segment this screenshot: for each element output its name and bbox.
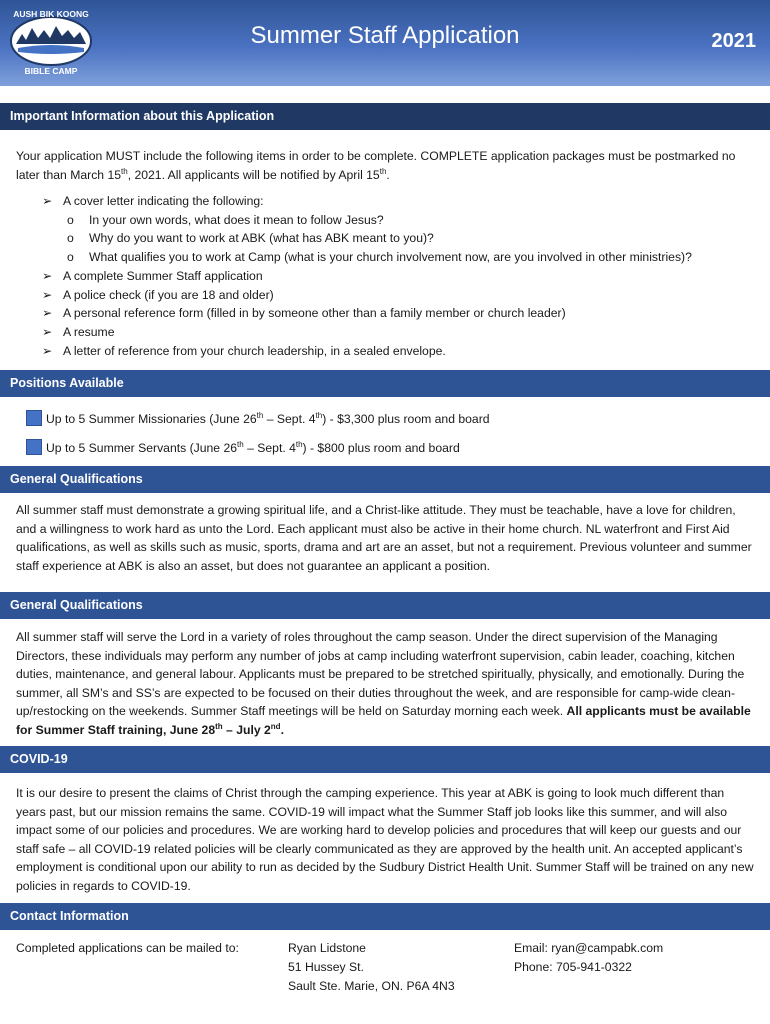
contact-street: 51 Hussey St. (288, 960, 364, 974)
contact-city: Sault Ste. Marie, ON. P6A 4N3 (288, 979, 455, 993)
list-item: ➢ A personal reference form (filled in by someone other than a family member or church leader) (42, 304, 762, 323)
list-item: ➢ A cover letter indicating the following: o In your own words, what does it mean to follow Jesus? o Why do you want to work at ABK (what has ABK meant to you)? o What qualifies you to work at Camp (what is your church involvement now, are you involved in other ministries)? (42, 192, 762, 267)
list-item: ➢ A resume (42, 323, 762, 342)
application-year: 2021 (711, 30, 756, 52)
list-item: o In your own words, what does it mean to follow Jesus? (42, 211, 762, 230)
important-intro: Your application MUST include the following items in order to be complete. COMPLETE application packages must be postmarked no later than March 15th, 2021. All applicants will be notified by April 15th. (16, 149, 736, 182)
circle-bullet-icon: o (67, 250, 74, 265)
cover-letter-sublist (42, 211, 762, 267)
section-header-qualifications: General Qualifications (0, 466, 770, 493)
arrow-bullet-icon: ➢ (42, 324, 53, 339)
list-item: ➢ A complete Summer Staff application (42, 267, 762, 286)
position-servants: Up to 5 Summer Servants (June 26th – Sept. 4th) - $800 plus room and board (26, 438, 460, 458)
section-header-contact: Contact Information (0, 903, 770, 930)
checkbox[interactable] (26, 410, 42, 426)
circle-bullet-icon: o (67, 231, 74, 246)
contact-email[interactable]: Email: ryan@campabk.com (514, 941, 664, 955)
qualifications-text: All summer staff must demonstrate a growing spiritual life, and a Christ-like attitude. They must be teachable, have a love for children, and a willingness to work hard as unto the Lord. Each applicant must also be active in their home church. NL waterfront and First Aid qualifications, as well as skills such as music, sports, drama and art are an asset, but not a requirement. Previous volunteer and summer staff experience at ABK is also an asset, but does not guarantee an applicant a position. (16, 503, 752, 573)
list-item: ➢ A letter of reference from your church leadership, in a sealed envelope. (42, 342, 762, 361)
svg-text:BIBLE CAMP: BIBLE CAMP (24, 66, 78, 76)
header-banner (0, 0, 770, 86)
section-header-important: Important Information about this Application (0, 103, 770, 130)
arrow-bullet-icon: ➢ (42, 287, 53, 302)
circle-bullet-icon: o (67, 212, 74, 227)
covid-text: It is our desire to present the claims of Christ through the camping experience. This year at ABK is going to look much different than years past, but our mission remains the same. COVID-19 will impact what the Summer Staff job looks like this summer, and will also impact some of our policies and procedures. We are working hard to develop policies and procedures that will keep our guests and our staff safe – all COVID-19 related policies will be clearly communicated as they are approved by the health unit. An accepted applicant’s employment is conditional upon our ability to run as decided by the Sudbury District Health Unit. Summer Staff will be trained on any new policies in regards to COVID-19. (16, 786, 754, 893)
section-header-qualifications-duties: General Qualifications (0, 592, 770, 619)
training-requirement: All applicants must be available for Summer Staff training, June 28th – July 2nd. (16, 704, 751, 737)
requirements-list (42, 192, 762, 360)
page-title: Summer Staff Application (250, 22, 520, 49)
list-item: ➢ A police check (if you are 18 and older) (42, 286, 762, 305)
position-missionaries: Up to 5 Summer Missionaries (June 26th – Sept. 4th) - $3,300 plus room and board (26, 409, 490, 429)
arrow-bullet-icon: ➢ (42, 306, 53, 321)
svg-text:AUSH BIK KOONG: AUSH BIK KOONG (13, 9, 89, 19)
section-header-positions: Positions Available (0, 370, 770, 397)
contact-name: Ryan Lidstone (288, 941, 366, 955)
contact-phone: Phone: 705-941-0322 (514, 960, 632, 974)
list-item: o Why do you want to work at ABK (what has ABK meant to you)? (42, 229, 762, 248)
checkbox[interactable] (26, 439, 42, 455)
arrow-bullet-icon: ➢ (42, 343, 53, 358)
list-item: o What qualifies you to work at Camp (what is your church involvement now, are you involved in other ministries)? (42, 248, 762, 267)
contact-details (514, 939, 663, 977)
arrow-bullet-icon: ➢ (42, 268, 53, 283)
arrow-bullet-icon: ➢ (42, 194, 53, 208)
duties-text: All summer staff will serve the Lord in a variety of roles throughout the camp season. Under the direct supervision of the Managing Directors, these individuals may perform any number of jobs at camp including waterfront supervision, cabin leader, coaching, kitchen duties, maintenance, and general labour. Applicants must be prepared to be stretched spiritually, physically, and emotionally. During the summer, all SM’s and SS’s are expected to be focused on their duties throughout the week, and are responsible for camp-wide clean-up/restocking on the weekends. Summer Staff meetings will be held on Saturday morning each week. All applicants must be available for Summer Staff training, June 28th – July 2nd. (16, 630, 751, 737)
mail-label: Completed applications can be mailed to: (16, 941, 239, 955)
mailing-address (288, 939, 455, 996)
section-header-covid: COVID-19 (0, 746, 770, 773)
